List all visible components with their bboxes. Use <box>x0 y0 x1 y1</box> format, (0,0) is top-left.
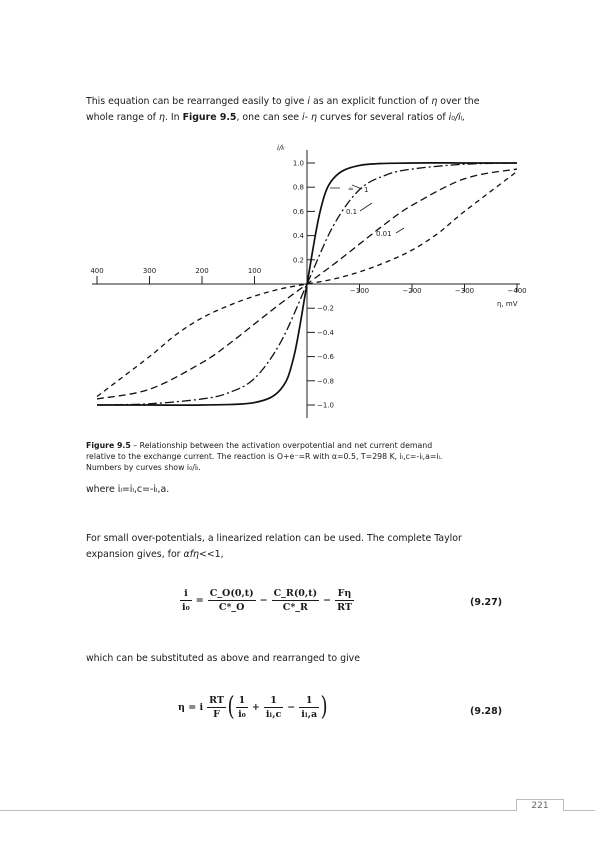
y-tick-label: 1.0 <box>292 159 304 168</box>
substitution-line: which can be substituted as above and rearranged to give <box>86 653 361 664</box>
x-tick-label: 400 <box>90 267 104 275</box>
taylor-paragraph <box>86 531 511 563</box>
y-tick-label: 0.8 <box>292 183 304 192</box>
curve-label: 1 <box>364 186 369 194</box>
curve-label: ∞ <box>348 185 354 193</box>
equation-9-28: η = i $\frac{RT}{F}$ ( $\frac{1}{\text{i₀}}$ + $\frac{1}{\text{iₗ,c}}$ − $\frac{1}{\text{iₗ,a}}$ ) <box>178 692 328 722</box>
chart-labels <box>277 144 518 308</box>
curve-label-leader <box>396 228 404 233</box>
x-tick-label: −400 <box>507 287 527 295</box>
taylor-line-2: expansion gives, for αfη<<1, <box>86 549 224 560</box>
footer-rule <box>0 810 595 811</box>
eq1-term3: $\frac{F\eta}{RT}$ <box>337 588 352 613</box>
caption-label: Figure 9.5 <box>86 441 131 450</box>
x-tick-label: −100 <box>349 287 370 295</box>
curve-label: 0.1 <box>346 208 358 216</box>
eq1-term1: $\frac{C\_O(0,t)}{C*\_O}$ <box>209 588 254 613</box>
x-tick-label: 200 <box>195 267 209 275</box>
y-tick-label: 0.4 <box>292 232 304 241</box>
y-tick-label: −0.6 <box>317 353 334 362</box>
curve-label-leader <box>360 203 372 211</box>
y-tick-label: 0.2 <box>292 256 304 265</box>
y-tick-label: −1.0 <box>317 401 334 410</box>
y-tick-label: −0.2 <box>317 304 334 313</box>
equation-number-9-27: (9.27) <box>470 597 503 608</box>
y-tick-label: 0.6 <box>292 207 304 216</box>
intro-line-2: whole range of η. In Figure 9.5, one can see i- η curves for several ratios of i₀/iₗ, <box>86 112 466 123</box>
y-tick-label: −0.4 <box>317 328 334 337</box>
x-tick-label: −200 <box>402 287 422 295</box>
x-tick-label: 100 <box>247 267 262 275</box>
intro-line-1: This equation can be rearranged easily to give i as an explicit function of η over the <box>86 96 480 107</box>
caption-text-1: – Relationship between the activation overpotential and net current demand <box>130 441 433 450</box>
x-axis-title: η, mV <box>497 300 518 308</box>
equation-9-27: $\frac{i}{\text{i₀}}$ = $\frac{C\_O(0,t)}{C*\_O}$ − $\frac{C\_R(0,t)}{C*\_R}$ − $\frac{F\eta}{RT}$ <box>182 588 352 613</box>
x-tick-label: −300 <box>454 287 475 295</box>
curve-label: 0.01 <box>376 230 392 238</box>
equation-number-9-28: (9.28) <box>470 706 503 717</box>
where-line: where iₗ=iₗ,c=-iₗ,a. <box>86 484 170 495</box>
taylor-line-1: For small over-potentials, a linearized relation can be used. The complete Taylor <box>86 533 462 544</box>
eq1-term2: $\frac{C\_R(0,t)}{C*\_R}$ <box>273 588 318 613</box>
y-tick-label: −0.8 <box>317 377 334 386</box>
eq1-lhs: $\frac{i}{\text{i₀}}$ <box>182 588 190 613</box>
y-axis-title: i/iₗ <box>277 144 285 152</box>
x-tick-label: 300 <box>142 267 157 275</box>
caption-text-3: Numbers by curves show i₀/iₗ. <box>86 463 201 472</box>
caption-text-2: relative to the exchange current. The reaction is O+e⁻=R with α=0.5, T=298 K, iₗ,c=-iₗ,a=iₗ. <box>86 452 443 461</box>
figure-caption <box>86 440 511 473</box>
page-number: 221 <box>516 799 564 811</box>
